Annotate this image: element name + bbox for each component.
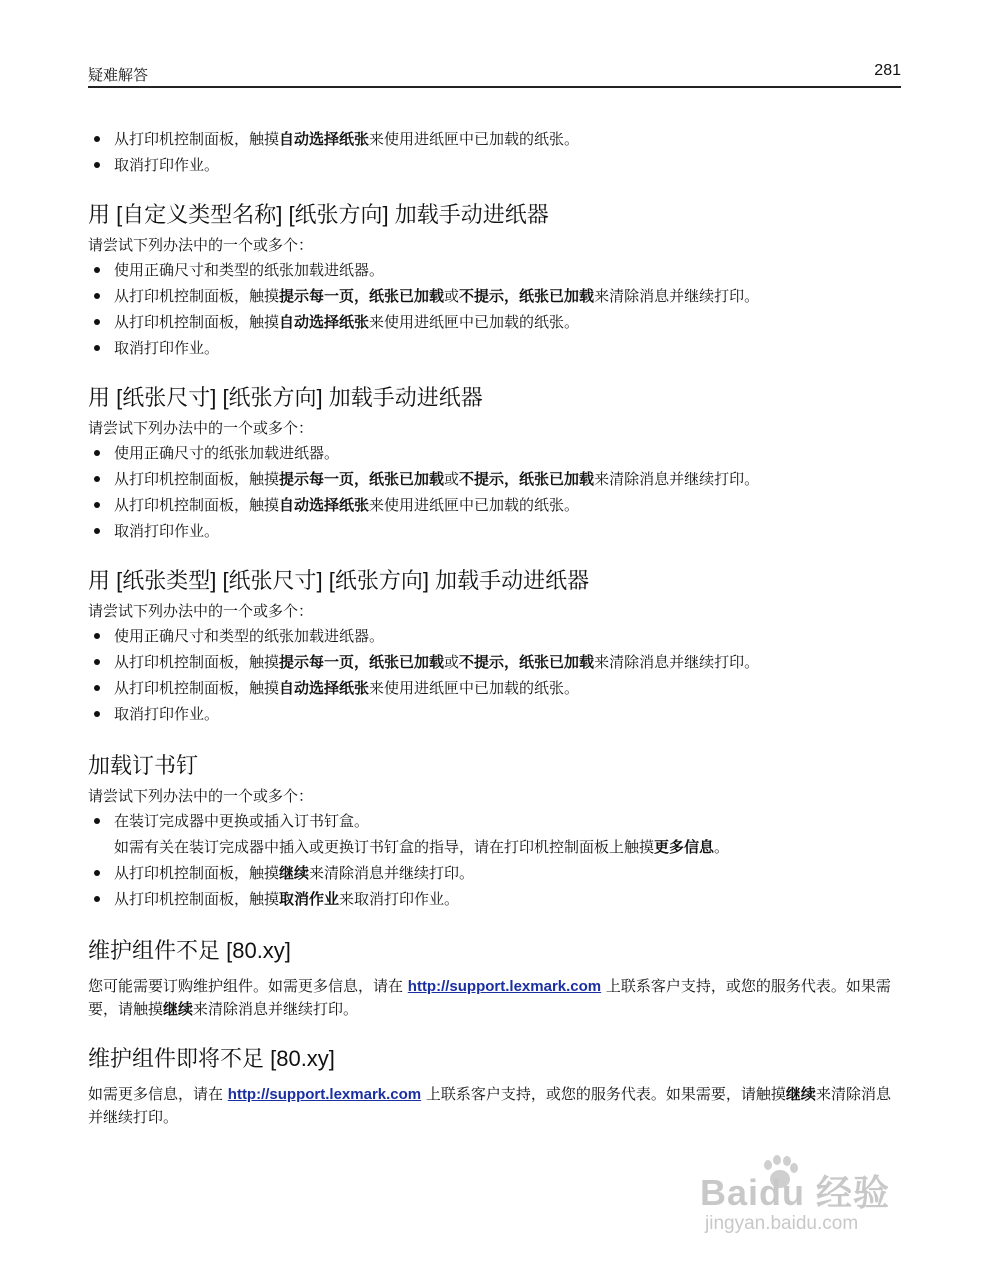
- section-heading: 用 [纸张尺寸] [纸张方向] 加载手动进纸器: [88, 385, 483, 410]
- bullet-icon: [94, 685, 100, 691]
- list-item: 从打印机控制面板，触摸自动选择纸张来使用进纸匣中已加载的纸张。: [88, 126, 903, 152]
- page-number: 281: [874, 62, 901, 79]
- list-item: 使用正确尺寸和类型的纸张加载进纸器。: [88, 257, 903, 283]
- bullet-icon: [94, 896, 100, 902]
- watermark-logo: Baidu 经验: [700, 1172, 891, 1213]
- bullet-icon: [94, 162, 100, 168]
- list-item: 在装订完成器中更换或插入订书钉盒。: [88, 808, 903, 834]
- bullet-icon: [94, 502, 100, 508]
- watermark-url: jingyan.baidu.com: [705, 1213, 859, 1234]
- section-heading: 用 [纸张类型] [纸张尺寸] [纸张方向] 加载手动进纸器: [88, 568, 590, 593]
- page-content: [88, 126, 903, 1128]
- list-item: 从打印机控制面板，触摸自动选择纸张来使用进纸匣中已加载的纸张。: [88, 309, 903, 335]
- bullet-icon: [94, 528, 100, 534]
- section-list: [88, 808, 903, 834]
- section-heading: 维护组件不足 [80.xy]: [88, 938, 291, 963]
- section-paragraph: 如需更多信息，请在 http://support.lexmark.com 上联系客户支持，或您的服务代表。如果需要，请触摸继续来清除消息并继续打印。: [88, 1085, 891, 1126]
- list-note: 如需有关在装订完成器中插入或更换订书钉盒的指导，请在打印机控制面板上触摸更多信息。: [114, 838, 730, 856]
- list-item: 从打印机控制面板，触摸继续来清除消息并继续打印。: [88, 860, 903, 886]
- list-item: 从打印机控制面板，触摸自动选择纸张来使用进纸匣中已加载的纸张。: [88, 675, 903, 701]
- bullet-icon: [94, 633, 100, 639]
- section-intro: 请尝试下列办法中的一个或多个：: [88, 419, 314, 437]
- top-list: [88, 126, 903, 178]
- section-intro: 请尝试下列办法中的一个或多个：: [88, 787, 314, 805]
- list-item: 使用正确尺寸和类型的纸张加载进纸器。: [88, 623, 903, 649]
- section-heading: 用 [自定义类型名称] [纸张方向] 加载手动进纸器: [88, 202, 549, 227]
- list-item: 从打印机控制面板，触摸提示每一页，纸张已加载或不提示，纸张已加载来清除消息并继续打印。: [88, 283, 903, 309]
- bullet-icon: [94, 711, 100, 717]
- section-intro: 请尝试下列办法中的一个或多个：: [88, 602, 314, 620]
- bullet-icon: [94, 293, 100, 299]
- section-intro: 请尝试下列办法中的一个或多个：: [88, 236, 314, 254]
- list-item: 从打印机控制面板，触摸提示每一页，纸张已加载或不提示，纸张已加载来清除消息并继续打印。: [88, 649, 903, 675]
- list-item: 从打印机控制面板，触摸取消作业来取消打印作业。: [88, 886, 903, 912]
- bullet-icon: [94, 319, 100, 325]
- bullet-icon: [94, 476, 100, 482]
- bullet-icon: [94, 659, 100, 665]
- section-list: [88, 257, 903, 361]
- support-link[interactable]: http://support.lexmark.com: [407, 978, 602, 995]
- list-item: 从打印机控制面板，触摸提示每一页，纸张已加载或不提示，纸张已加载来清除消息并继续打印。: [88, 466, 903, 492]
- section-paragraph: 您可能需要订购维护组件。如需更多信息，请在 http://support.lexmark.com 上联系客户支持，或您的服务代表。如果需要，请触摸继续来清除消息并继续打印。: [88, 977, 891, 1018]
- list-item: 取消打印作业。: [88, 152, 903, 178]
- chapter-title: 疑难解答: [88, 66, 149, 84]
- list-item: 从打印机控制面板，触摸自动选择纸张来使用进纸匣中已加载的纸张。: [88, 492, 903, 518]
- support-link[interactable]: http://support.lexmark.com: [227, 1086, 422, 1103]
- section-heading: 加载订书钉: [88, 753, 199, 778]
- bullet-icon: [94, 267, 100, 273]
- bullet-icon: [94, 870, 100, 876]
- bullet-icon: [94, 136, 100, 142]
- bullet-icon: [94, 450, 100, 456]
- section-list: [88, 860, 903, 912]
- section-list: [88, 440, 903, 544]
- page-header: [88, 60, 901, 88]
- list-item: 取消打印作业。: [88, 701, 903, 727]
- section-list: [88, 623, 903, 727]
- list-item: 取消打印作业。: [88, 335, 903, 361]
- section-heading: 维护组件即将不足 [80.xy]: [88, 1046, 335, 1071]
- bullet-icon: [94, 818, 100, 824]
- list-item: 取消打印作业。: [88, 518, 903, 544]
- bullet-icon: [94, 345, 100, 351]
- list-item: 使用正确尺寸的纸张加载进纸器。: [88, 440, 903, 466]
